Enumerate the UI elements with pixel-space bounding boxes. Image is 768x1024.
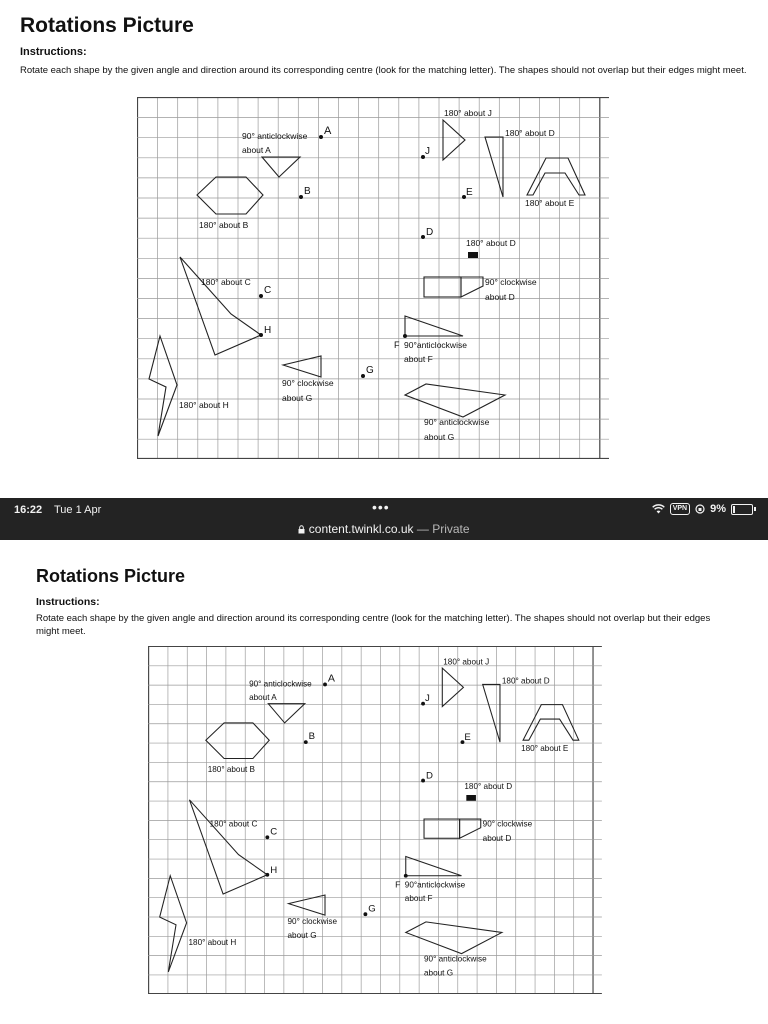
label-f-rotation-1: 90°anticlockwise xyxy=(404,340,467,350)
centre-label-h: H xyxy=(270,864,278,876)
centre-label-d: D xyxy=(425,770,433,782)
label-c-rotation: 180° about C xyxy=(201,277,251,287)
label-d-rotation-mid: 180° about D xyxy=(466,238,516,248)
shape-g-acw-quad xyxy=(406,922,502,954)
label-f-rotation-2: about F xyxy=(404,354,433,364)
multitasking-dots-icon[interactable]: ••• xyxy=(372,499,390,515)
shape-j-triangle xyxy=(443,120,465,160)
label-a-rotation-2: about A xyxy=(242,145,271,155)
status-time: 16:22 xyxy=(14,504,43,516)
label-g-cw-2: about G xyxy=(287,931,317,941)
centre-label-d: D xyxy=(426,227,434,238)
label-b-rotation: 180° about B xyxy=(207,764,255,774)
battery-percent: 9% xyxy=(710,503,726,515)
centre-label-g: G xyxy=(366,365,374,376)
orientation-lock-icon xyxy=(695,504,705,514)
label-d-cw-1: 90° clockwise xyxy=(482,819,533,829)
label-g-acw-2: about G xyxy=(424,968,454,978)
wifi-icon xyxy=(652,504,665,514)
centre-label-g: G xyxy=(368,903,376,915)
shape-h-arrow xyxy=(149,336,177,436)
instructions-heading-browser: Instructions: xyxy=(36,596,100,608)
shape-c-kite xyxy=(180,257,261,355)
private-label: Private xyxy=(432,522,470,536)
centre-label-j: J xyxy=(424,692,430,704)
label-d-cw-2: about D xyxy=(482,834,512,844)
url-text: content.twinkl.co.uk xyxy=(308,522,414,536)
shape-j-triangle xyxy=(442,668,463,706)
label-g-acw-1: 90° anticlockwise xyxy=(424,417,490,427)
centre-label-c: C xyxy=(264,285,272,296)
shape-e-trapezium xyxy=(523,705,579,741)
centre-label-b: B xyxy=(308,731,316,743)
label-f-rotation-2: about F xyxy=(404,893,433,903)
label-h-rotation: 180° about H xyxy=(179,400,229,410)
battery-level xyxy=(733,506,735,513)
rotation-grid-browser xyxy=(148,646,602,994)
worksheet-top xyxy=(0,0,768,498)
shape-d-thin-triangle xyxy=(483,684,500,742)
shape-a-triangle xyxy=(262,157,300,177)
rotation-grid xyxy=(137,97,609,459)
instructions-heading: Instructions: xyxy=(20,46,87,58)
battery-icon xyxy=(731,504,753,515)
shape-c-kite xyxy=(189,800,267,894)
url-separator: — xyxy=(413,522,433,536)
label-j-rotation: 180° about J xyxy=(444,108,492,118)
page-title: Rotations Picture xyxy=(20,14,194,37)
url-display[interactable] xyxy=(0,522,768,536)
label-h-rotation: 180° about H xyxy=(188,937,237,947)
label-e-rotation: 180° about E xyxy=(521,743,569,753)
shape-d-rect-tip xyxy=(460,819,481,838)
status-indicators xyxy=(652,503,756,515)
centre-label-b: B xyxy=(304,186,311,197)
centre-label-a: A xyxy=(327,672,335,685)
vpn-badge: VPN xyxy=(670,503,690,515)
shape-e-trapezium xyxy=(527,158,585,195)
centre-label-c: C xyxy=(270,826,278,838)
shape-b-hexagon xyxy=(206,723,269,759)
shape-d-filled-square xyxy=(468,252,478,258)
shape-a-triangle xyxy=(268,704,305,723)
label-d-cw-1: 90° clockwise xyxy=(485,277,537,287)
instructions-text-browser: Rotate each shape by the given angle and direction around its corresponding centre (look for the matching letter). The shapes should not overlap but their edges might meet. xyxy=(36,613,711,637)
label-b-rotation: 180° about B xyxy=(199,220,249,230)
centre-label-a: A xyxy=(324,125,332,137)
status-date: Tue 1 Apr xyxy=(54,504,102,516)
instructions-text: Rotate each shape by the given angle and direction around its corresponding centre (look for the matching letter). The shapes should not overlap but their edges might meet. xyxy=(20,65,747,76)
label-c-rotation: 180° about C xyxy=(209,819,258,829)
centre-label-e: E xyxy=(464,732,471,744)
label-e-rotation: 180° about E xyxy=(525,198,575,208)
label-a-rotation-1: 90° anticlockwise xyxy=(249,679,312,689)
label-f-rotation-1: 90°anticlockwise xyxy=(404,880,466,890)
centre-label-f: F xyxy=(395,879,401,890)
centre-label-e: E xyxy=(466,187,473,198)
centre-label-h: H xyxy=(264,325,272,336)
label-a-rotation-2: about A xyxy=(249,692,277,702)
label-d-cw-2: about D xyxy=(485,292,515,302)
browser-page xyxy=(0,540,768,1024)
centre-label-f: F xyxy=(394,340,400,350)
label-a-rotation-1: 90° anticlockwise xyxy=(242,131,308,141)
shape-d-rect-tip xyxy=(461,277,483,297)
url-bar[interactable] xyxy=(0,522,768,540)
shape-h-arrow xyxy=(160,876,187,972)
label-g-cw-2: about G xyxy=(282,393,313,403)
label-g-cw-1: 90° clockwise xyxy=(282,378,334,388)
label-g-cw-1: 90° clockwise xyxy=(287,916,338,926)
shape-d-rectangle xyxy=(424,819,460,838)
battery-tip xyxy=(754,507,756,511)
shape-f-triangle xyxy=(406,857,462,876)
label-d-rotation-top: 180° about D xyxy=(501,676,550,686)
lock-icon xyxy=(298,525,305,534)
label-g-acw-1: 90° anticlockwise xyxy=(424,954,487,964)
label-j-rotation: 180° about J xyxy=(443,657,490,667)
label-d-rotation-top: 180° about D xyxy=(505,128,555,138)
centre-label-j: J xyxy=(425,146,430,157)
shape-f-triangle xyxy=(405,316,463,336)
shape-d-rectangle xyxy=(424,277,461,297)
page-title-browser: Rotations Picture xyxy=(36,566,186,586)
shape-d-thin-triangle xyxy=(485,137,503,197)
shape-d-filled-square xyxy=(466,795,476,801)
label-g-acw-2: about G xyxy=(424,432,455,442)
grid-labels xyxy=(189,657,569,977)
shape-b-hexagon xyxy=(197,177,263,214)
shape-g-acw-quad xyxy=(405,384,505,417)
label-d-rotation-mid: 180° about D xyxy=(464,782,513,792)
status-bar xyxy=(0,498,768,522)
